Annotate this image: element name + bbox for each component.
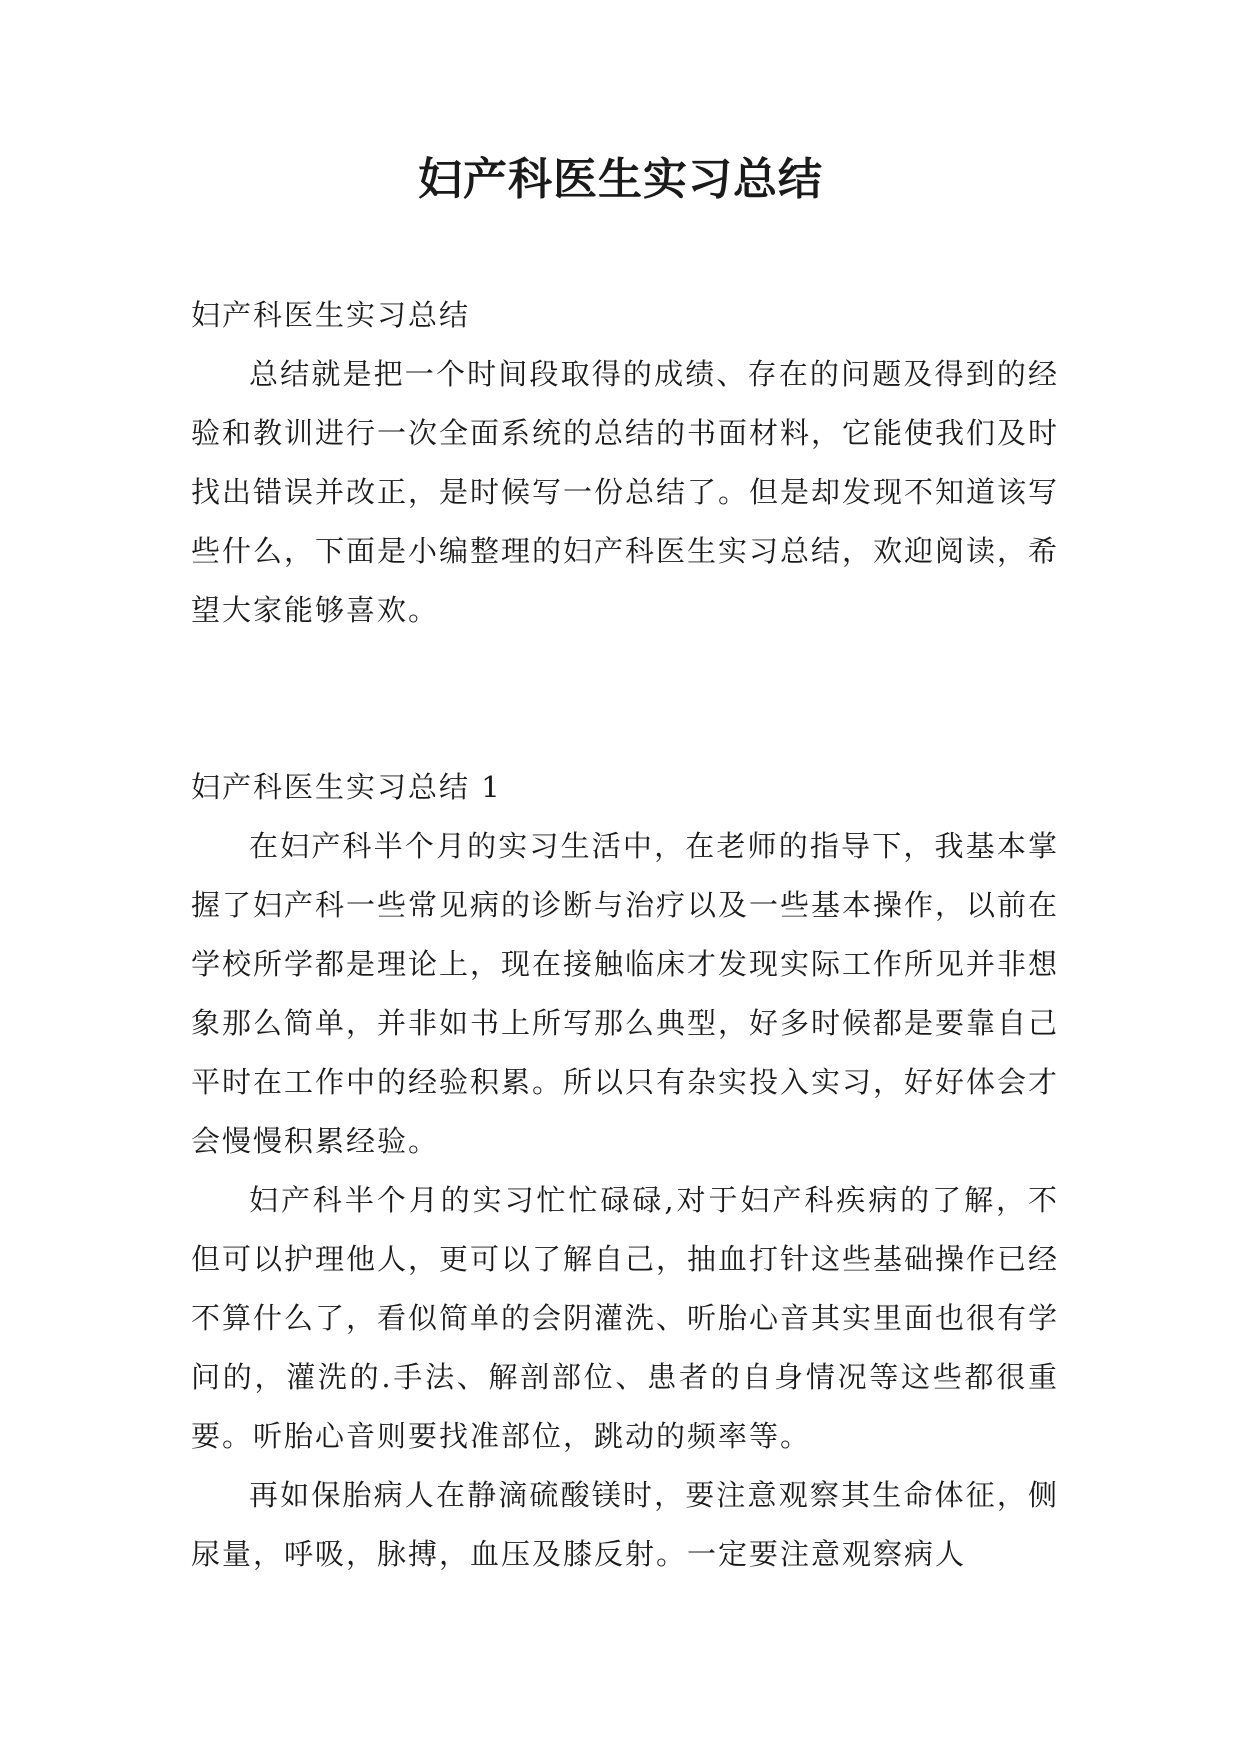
section1-heading: 妇产科医生实习总结 1 xyxy=(191,770,502,804)
section1-paragraph: 再如保胎病人在静滴硫酸镁时，要注意观察其生命体征，侧尿量，呼吸，脉搏，血压及膝反射。一定要注意观察病人 xyxy=(191,1478,1059,1571)
section-spacer xyxy=(191,640,1059,758)
document-title: 妇产科医生实习总结 xyxy=(418,154,823,205)
document-body xyxy=(191,286,1059,1584)
section1-paragraph: 妇产科半个月的实习忙忙碌碌,对于妇产科疾病的了解，不但可以护理他人，更可以了解自己，抽血打针这些基础操作已经不算什么了，看似简单的会阴灌洗、听胎心音其实里面也很有学问的，灌洗的.手法、解剖部位、患者的自身情况等这些都很重要。听胎心音则要找准部位，跳动的频率等。 xyxy=(191,1183,1060,1453)
intro-heading: 妇产科医生实习总结 xyxy=(191,298,471,332)
section1-paragraph: 在妇产科半个月的实习生活中，在老师的指导下，我基本掌握了妇产科一些常见病的诊断与治疗以及一些基本操作，以前在学校所学都是理论上，现在接触临床才发现实际工作所见并非想象那么简单，并非如书上所写那么典型，好多时候都是要靠自己平时在工作中的经验积累。所以只有杂实投入实习，好好体会才会慢慢积累经验。 xyxy=(191,829,1060,1158)
intro-paragraph: 总结就是把一个时间段取得的成绩、存在的问题及得到的经验和教训进行一次全面系统的总结的书面材料，它能使我们及时找出错误并改正，是时候写一份总结了。但是却发现不知道该写些什么，下面是小编整理的妇产科医生实习总结，欢迎阅读，希望大家能够喜欢。 xyxy=(191,357,1060,627)
